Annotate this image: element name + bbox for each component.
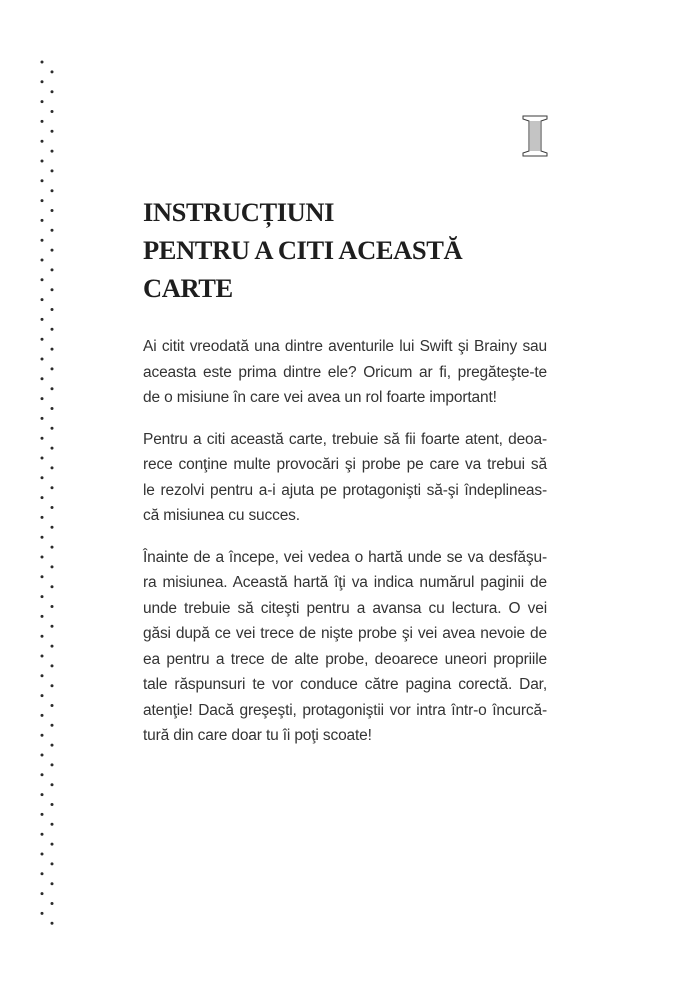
margin-dot xyxy=(41,615,44,618)
margin-dot xyxy=(51,704,54,707)
margin-dot xyxy=(51,466,54,469)
text-line: că misiunea cu succes. xyxy=(143,507,300,524)
margin-dot xyxy=(41,734,44,737)
margin-dot xyxy=(51,664,54,667)
margin-dot xyxy=(41,160,44,163)
text-line: de o misiune în care vei avea un rol foarte important! xyxy=(143,389,497,406)
margin-dot xyxy=(51,565,54,568)
margin-dot xyxy=(51,130,54,133)
margin-dot xyxy=(41,536,44,539)
margin-dot xyxy=(41,338,44,341)
margin-dot xyxy=(51,288,54,291)
margin-dot xyxy=(51,625,54,628)
paragraph-3 xyxy=(143,545,547,749)
margin-dot xyxy=(41,61,44,64)
margin-dot xyxy=(51,585,54,588)
margin-dot xyxy=(41,556,44,559)
text-line: tură din care doar tu îi poţi scoate! xyxy=(143,727,372,744)
margin-dot xyxy=(41,397,44,400)
margin-dot xyxy=(41,635,44,638)
chapter-numeral: I xyxy=(534,142,536,143)
margin-dot xyxy=(41,813,44,816)
margin-dot xyxy=(41,179,44,182)
margin-dot xyxy=(41,872,44,875)
margin-dot xyxy=(41,199,44,202)
margin-dot xyxy=(51,367,54,370)
margin-dot xyxy=(51,150,54,153)
margin-dot xyxy=(51,90,54,93)
margin-dot xyxy=(51,328,54,331)
text-line: Pentru a citi această carte, trebuie să fii foarte atent, deoa- xyxy=(143,430,547,448)
margin-dot xyxy=(51,308,54,311)
margin-dot xyxy=(51,169,54,172)
margin-dot xyxy=(41,773,44,776)
text-line: găsi după ce vei trece de nişte probe şi vei avea nevoie de xyxy=(143,625,547,642)
margin-dot xyxy=(51,407,54,410)
dotted-margin-decoration xyxy=(38,58,58,930)
chapter-title xyxy=(143,193,563,307)
margin-dot xyxy=(41,437,44,440)
margin-dot xyxy=(41,476,44,479)
margin-dot xyxy=(51,843,54,846)
margin-dot xyxy=(51,348,54,351)
margin-dot xyxy=(51,110,54,113)
margin-dot xyxy=(41,655,44,658)
margin-dot xyxy=(41,80,44,83)
margin-dot xyxy=(51,526,54,529)
chapter-title-line: INSTRUCȚIUNI xyxy=(143,197,335,227)
margin-dot xyxy=(51,684,54,687)
chapter-body xyxy=(143,334,547,765)
margin-dot xyxy=(41,120,44,123)
margin-dot xyxy=(41,793,44,796)
margin-dot xyxy=(51,506,54,509)
text-line: atenţie! Dacă greşeşti, protagoniştii vor intra într-o încurcă- xyxy=(143,701,547,719)
margin-dot xyxy=(51,229,54,232)
margin-dot xyxy=(51,803,54,806)
margin-dot xyxy=(41,575,44,578)
text-line: Înainte de a începe, vei vedea o hartă unde se va desfăşu- xyxy=(143,548,547,566)
margin-dot xyxy=(51,744,54,747)
text-line: le rezolvi pentru a-i ajuta pe protagonişti să-şi îndeplineas- xyxy=(143,481,547,499)
margin-dot xyxy=(41,259,44,262)
margin-dot xyxy=(41,754,44,757)
margin-dot xyxy=(51,209,54,212)
chapter-numeral-ornament xyxy=(520,112,550,160)
margin-dot xyxy=(41,417,44,420)
margin-dot xyxy=(51,922,54,925)
text-line: ea pentru a trece de alte probe, deoarece uneori propriile xyxy=(143,650,547,668)
margin-dot xyxy=(41,674,44,677)
text-line: aceasta este prima dintre ele? Oricum ar fi, pregăteşte-te xyxy=(143,363,547,381)
margin-dot xyxy=(41,516,44,519)
margin-dot xyxy=(41,298,44,301)
margin-dot xyxy=(51,862,54,865)
margin-dot xyxy=(41,219,44,222)
margin-dot xyxy=(51,268,54,271)
margin-dot xyxy=(51,724,54,727)
margin-dot xyxy=(51,70,54,73)
paragraph-1 xyxy=(143,334,547,411)
margin-dot xyxy=(41,496,44,499)
margin-dot xyxy=(51,763,54,766)
margin-dot xyxy=(41,714,44,717)
margin-dot xyxy=(41,912,44,915)
margin-dot xyxy=(41,853,44,856)
text-line: Ai citit vreodată una dintre aventurile lui Swift şi Brainy sau xyxy=(143,338,547,355)
text-line: rece conţine multe provocări şi probe pe care va trebui să xyxy=(143,456,547,473)
margin-dot xyxy=(41,318,44,321)
margin-dot xyxy=(51,902,54,905)
margin-dot xyxy=(51,387,54,390)
margin-dot xyxy=(41,278,44,281)
margin-dot xyxy=(41,833,44,836)
margin-dot xyxy=(51,486,54,489)
margin-dot xyxy=(51,783,54,786)
margin-dot xyxy=(51,645,54,648)
margin-dot xyxy=(51,249,54,252)
margin-dot xyxy=(41,377,44,380)
text-line: unde trebuie să citeşti pentru a avansa cu lectura. O vei xyxy=(143,599,547,617)
margin-dot xyxy=(41,595,44,598)
margin-dot xyxy=(41,239,44,242)
margin-dot xyxy=(51,882,54,885)
margin-dot xyxy=(51,447,54,450)
margin-dot xyxy=(41,892,44,895)
margin-dot xyxy=(41,358,44,361)
text-line: ra misiunea. Această hartă îţi va indica numărul paginii de xyxy=(143,574,547,591)
margin-dot xyxy=(51,427,54,430)
chapter-title-line: CARTE xyxy=(143,273,233,303)
margin-dot xyxy=(51,823,54,826)
margin-dot xyxy=(51,546,54,549)
margin-dot xyxy=(51,605,54,608)
margin-dot xyxy=(41,694,44,697)
margin-dot xyxy=(41,140,44,143)
margin-dot xyxy=(41,457,44,460)
text-line: tale răspunsuri te vor conduce către pagina corectă. Dar, xyxy=(143,676,547,693)
paragraph-2 xyxy=(143,427,547,529)
chapter-title-line: PENTRU A CITI ACEASTĂ xyxy=(143,235,463,265)
margin-dot xyxy=(41,100,44,103)
margin-dot xyxy=(51,189,54,192)
